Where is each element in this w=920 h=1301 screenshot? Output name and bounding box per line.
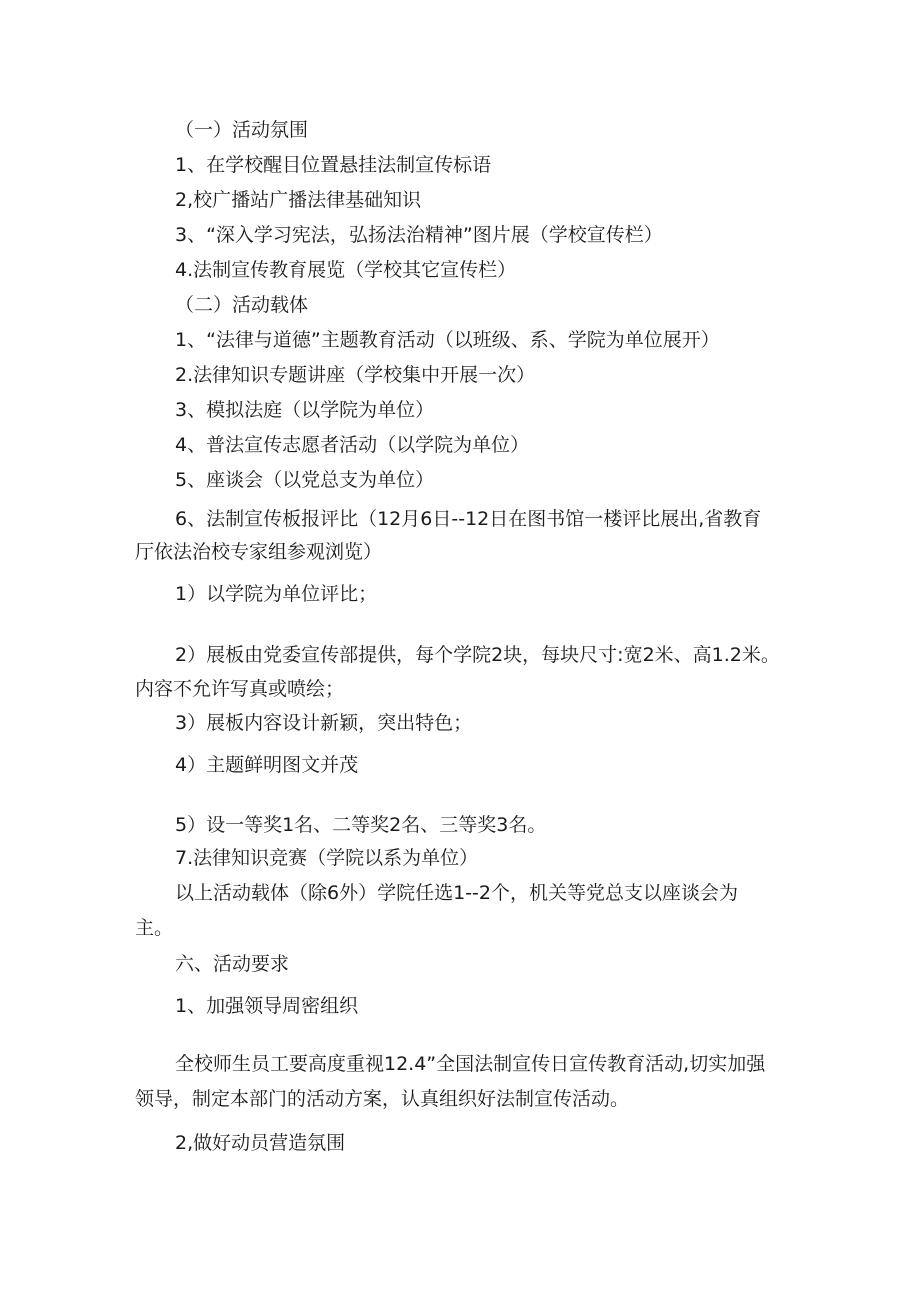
section-heading-activity-requirements: 六、活动要求	[175, 953, 290, 975]
list-item: 2,做好动员营造氛围	[175, 1132, 346, 1154]
sub-list-item: 3）展板内容设计新颖，突出特色；	[175, 712, 473, 734]
sub-list-item-continuation: 内容不允许写真或喷绘；	[135, 678, 345, 700]
list-item: 5、座谈会（以党总支为单位）	[175, 469, 435, 491]
list-item: 4、普法宣传志愿者活动（以学院为单位）	[175, 434, 530, 456]
sub-list-item: 4）主题鲜明图文并茂	[175, 754, 359, 776]
list-item: 7.法律知识竞赛（学院以系为单位）	[175, 847, 479, 869]
list-item: 3、“深入学习宪法，弘扬法治精神”图片展（学校宣传栏）	[175, 224, 663, 246]
list-item: 4.法制宣传教育展览（学校其它宣传栏）	[175, 259, 517, 281]
list-item: 1、加强领导周密组织	[175, 995, 359, 1017]
list-item: 1、在学校醒目位置悬挂法制宣传标语	[175, 154, 492, 176]
section-heading-activity-carriers: （二）活动载体	[175, 294, 309, 316]
list-item: 3、模拟法庭（以学院为单位）	[175, 399, 435, 421]
list-item: 2.法律知识专题讲座（学校集中开展一次）	[175, 364, 536, 386]
paragraph-continuation: 主。	[135, 917, 174, 939]
sub-list-item: 1）以学院为单位评比；	[175, 583, 378, 605]
list-item: 6、法制宣传板报评比（12月6日--12日在图书馆一楼评比展出,省教育	[175, 508, 762, 530]
list-item: 1、“法律与道德”主题教育活动（以班级、系、学院为单位展开）	[175, 329, 720, 351]
paragraph-continuation: 领导，制定本部门的活动方案，认真组织好法制宣传活动。	[135, 1088, 630, 1110]
paragraph: 全校师生员工要高度重视12.4”全国法制宣传日宣传教育活动,切实加强	[175, 1053, 766, 1075]
list-item: 2,校广播站广播法律基础知识	[175, 189, 422, 211]
paragraph: 以上活动载体（除6外）学院任选1--2个，机关等党总支以座谈会为	[175, 882, 738, 904]
section-heading-activity-atmosphere: （一）活动氛围	[175, 119, 309, 141]
sub-list-item: 2）展板由党委宣传部提供，每个学院2块，每块尺寸:宽2米、高1.2米。	[175, 644, 780, 666]
sub-list-item: 5）设一等奖1名、二等奖2名、三等奖3名。	[175, 814, 547, 836]
list-item-continuation: 厅依法治校专家组参观浏览）	[135, 541, 383, 563]
